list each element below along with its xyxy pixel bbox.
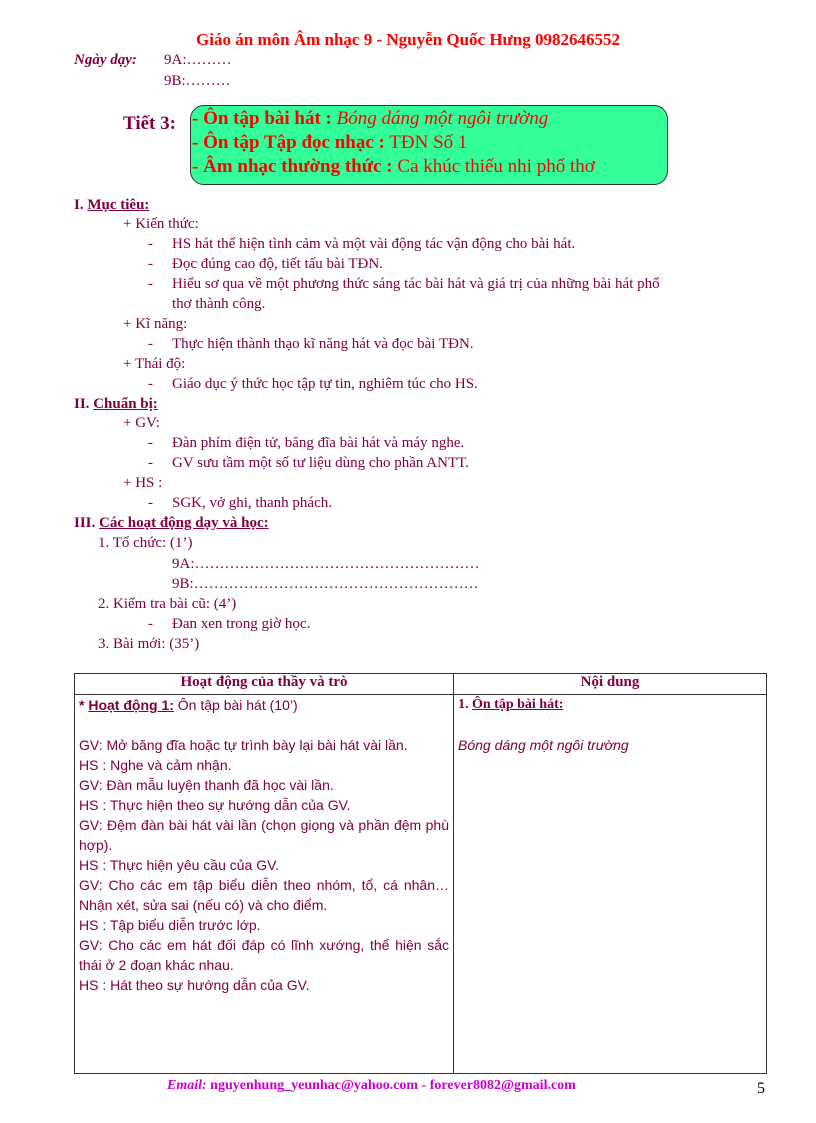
page-number: 5: [757, 1080, 765, 1097]
knowledge-item-3-cont: thơ thành công.: [172, 296, 266, 312]
activity-line: HS : Thực hiện theo sự hướng dẫn của GV.: [79, 797, 351, 813]
bullet-dash: -: [148, 616, 153, 632]
activity-line: GV: Cho các em hát đối đáp có lĩnh xướng, thể hiện sắc thái ở 2 đoạn khác nhau.: [79, 937, 449, 973]
activity-line: HS : Thực hiện yêu cầu của GV.: [79, 857, 280, 873]
skills-item-1: Thực hiện thành thạo kĩ năng hát và đọc bài TĐN.: [172, 336, 474, 352]
teacher-item-2: GV sưu tầm một số tư liệu dùng cho phần ANTT.: [172, 455, 469, 471]
section-preparation-heading: II. Chuẩn bị:: [74, 396, 158, 412]
lesson-number: Tiết 3:: [123, 113, 176, 134]
organization-item: 1. Tổ chức: (1’): [98, 535, 193, 551]
student-item-1: SGK, vở ghi, thanh phách.: [172, 495, 332, 511]
teaching-date-label: Ngày dạy:: [74, 52, 137, 68]
student-label: + HS :: [123, 475, 163, 491]
table-header-content: Nội dung: [454, 674, 767, 695]
skills-label: + Kĩ năng:: [123, 316, 188, 332]
bullet-dash: -: [148, 336, 153, 352]
bullet-dash: -: [148, 276, 153, 292]
lesson-topic-1: - Ôn tập bài hát : Bóng dáng một ngôi trường: [192, 108, 549, 129]
activity-line: GV: Đàn mẫu luyện thanh đã học vài lần.: [79, 777, 334, 793]
knowledge-item-1: HS hát thể hiện tình cảm và một vài động tác vận động cho bài hát.: [172, 236, 576, 252]
organization-9a: 9A:…………………………………………………: [172, 556, 480, 572]
teaching-date-9b: 9B:………: [164, 73, 231, 89]
teaching-date-9a: 9A:………: [164, 52, 232, 68]
spacer: [458, 715, 762, 735]
knowledge-label: + Kiến thức:: [123, 216, 199, 232]
review-item: 2. Kiểm tra bài cũ: (4’): [98, 596, 237, 612]
new-lesson-item: 3. Bài mới: (35’): [98, 636, 200, 652]
bullet-dash: -: [148, 256, 153, 272]
activity-line: GV: Cho các em tập biểu diễn theo nhóm, tổ, cá nhân… Nhận xét, sửa sai (nếu có) và cho điểm.: [79, 877, 449, 913]
bullet-dash: -: [148, 236, 153, 252]
attitude-label: + Thái độ:: [123, 356, 186, 372]
knowledge-item-2: Đọc đúng cao độ, tiết tấu bài TĐN.: [172, 256, 383, 272]
table-row: [75, 695, 767, 1074]
attitude-item-1: Giáo dục ý thức học tập tự tin, nghiêm túc cho HS.: [172, 376, 478, 392]
bullet-dash: -: [148, 495, 153, 511]
lesson-topic-2: - Ôn tập Tập đọc nhạc : TĐN Số 1: [192, 132, 468, 153]
organization-9b: 9B:…………………………………………………: [172, 576, 479, 592]
bullet-dash: -: [148, 455, 153, 471]
activity-1-title: * Hoạt động 1: Ôn tập bài hát (10’): [79, 697, 298, 713]
page-footer: Email: nguyenhung_yeunhac@yahoo.com - forever8082@gmail.com: [167, 1078, 576, 1093]
activity-line: GV: Mở băng đĩa hoặc tự trình bày lại bài hát vài lần.: [79, 737, 408, 753]
table-header-activities: Hoạt động của thầy và trò: [75, 674, 454, 695]
bullet-dash: -: [148, 376, 153, 392]
bullet-dash: -: [148, 435, 153, 451]
activities-table: [74, 673, 767, 1074]
section-objectives-heading: I. Mục tiêu:: [74, 197, 150, 213]
teacher-item-1: Đàn phím điện tử, băng đĩa bài hát và máy nghe.: [172, 435, 465, 451]
knowledge-item-3: Hiểu sơ qua về một phương thức sáng tác bài hát và giá trị của những bài hát phổ: [172, 276, 660, 292]
lesson-topic-3: - Âm nhạc thường thức : Ca khúc thiếu nhi phổ thơ: [192, 156, 595, 177]
activity-line: HS : Nghe và cảm nhận.: [79, 757, 232, 773]
activity-line: HS : Tập biểu diễn trước lớp.: [79, 917, 261, 933]
content-1-title: 1. Ôn tập bài hát:: [458, 697, 564, 712]
table-header-row: [75, 674, 767, 695]
content-cell: [454, 695, 767, 1074]
song-title: Bóng dáng một ngôi trường: [458, 737, 629, 753]
teacher-label: + GV:: [123, 415, 160, 431]
activity-line: HS : Hát theo sự hướng dẫn của GV.: [79, 977, 310, 993]
activities-cell: [75, 695, 454, 1074]
review-sub-item: Đan xen trong giờ học.: [172, 616, 311, 632]
section-activities-heading: III. Các hoạt động dạy và học:: [74, 515, 269, 531]
page-header: Giáo án môn Âm nhạc 9 - Nguyễn Quốc Hưng 0982646552: [196, 30, 620, 49]
activity-line: GV: Đệm đàn bài hát vài lần (chọn giọng và phần đệm phù hợp).: [79, 817, 449, 853]
spacer: [79, 715, 449, 735]
